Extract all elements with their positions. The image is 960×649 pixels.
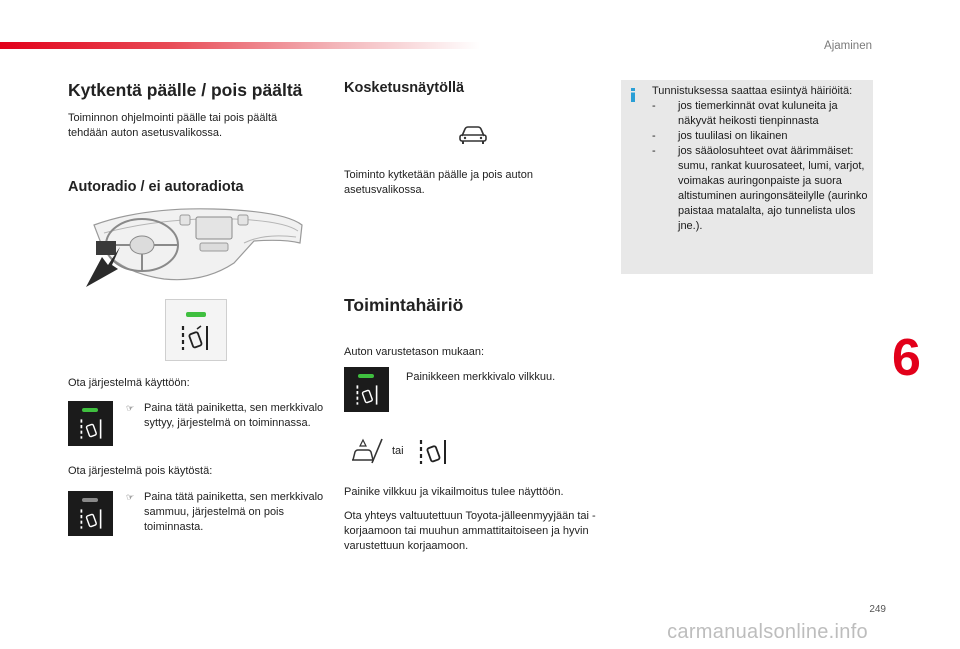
lane-assist-icon [79, 507, 103, 531]
fault-intro: Auton varustetason mukaan: [344, 346, 485, 358]
section-title-fault: Toimintahäiriö [344, 295, 464, 315]
disable-instruction: ☞ Paina tätä painiketta, sen merkkivalo sammuu, järjestelmä on pois toiminnasta. [126, 491, 324, 533]
led-blinking-indicator [358, 374, 374, 378]
or-text: tai [392, 445, 404, 457]
lane-assist-icon [79, 417, 103, 441]
lane-button-off [68, 491, 113, 536]
info-content [652, 84, 868, 234]
lane-warning-car-icon [350, 438, 384, 464]
info-icon [630, 88, 636, 102]
contact-text: Ota yhteys valtuutettuun Toyota-jälleenmyyjään tai -korjaamoon tai muuhun ammattitaitoiseen ja hyvin varustettuun korjaamoon. [344, 510, 596, 552]
intro-text: Toiminnon ohjelmointi päälle tai pois päältä tehdään auton asetusvalikossa. [68, 112, 278, 139]
header-accent-bar [0, 42, 480, 49]
lane-button-blinking [344, 367, 389, 412]
section-title-touchscreen: Kosketusnäytöllä [344, 80, 465, 96]
section-title-autoradio: Autoradio / ei autoradiota [68, 179, 244, 195]
blink-text: Painikkeen merkkivalo vilkkuu. [406, 371, 556, 383]
watermark: carmanualsonline.info [667, 621, 868, 643]
lane-assist-icon [180, 324, 210, 352]
lane-assist-icon [355, 383, 379, 407]
page-number: 249 [869, 604, 886, 615]
page-title: Kytkentä päälle / pois päältä [68, 80, 303, 100]
arrow-bullet-icon: ☞ [126, 403, 135, 413]
led-indicator [186, 312, 206, 317]
info-intro: Tunnistuksessa saattaa esiintyä häiriöitä: [652, 85, 853, 97]
dashboard-illustration [84, 203, 306, 293]
enable-label: Ota järjestelmä käyttöön: [68, 377, 190, 389]
lane-button-illustration [165, 299, 227, 361]
info-list [652, 99, 868, 234]
info-list-item: - jos tiemerkinnät ovat kuluneita ja näkyvät heikosti tienpinnasta [652, 100, 838, 127]
led-off-indicator [82, 498, 98, 502]
lane-button-on [68, 401, 113, 446]
info-list-item: - jos tuulilasi on likainen [652, 130, 788, 142]
lane-assist-icon [418, 436, 448, 468]
led-on-indicator [82, 408, 98, 412]
touchscreen-text: Toiminto kytketään päälle ja pois auton asetusvalikossa. [344, 169, 533, 196]
car-settings-icon [458, 125, 488, 145]
info-list-item: - jos sääolosuhteet ovat äärimmäiset: sumu, rankat kuurosateet, lumi, varjot, voimakas auringonpaiste ja suora altistuminen auringonsäteilylle (aurinko paistaa matalalta, ajo tunnelista ulos jne.). [652, 145, 868, 232]
blink-message-text: Painike vilkkuu ja vikailmoitus tulee näyttöön. [344, 486, 564, 498]
chapter-title: Ajaminen [824, 40, 872, 52]
arrow-bullet-icon: ☞ [126, 492, 135, 502]
disable-label: Ota järjestelmä pois käytöstä: [68, 465, 213, 477]
enable-instruction: ☞ Paina tätä painiketta, sen merkkivalo syttyy, järjestelmä on toiminnassa. [126, 402, 324, 429]
chapter-number: 6 [892, 329, 921, 387]
